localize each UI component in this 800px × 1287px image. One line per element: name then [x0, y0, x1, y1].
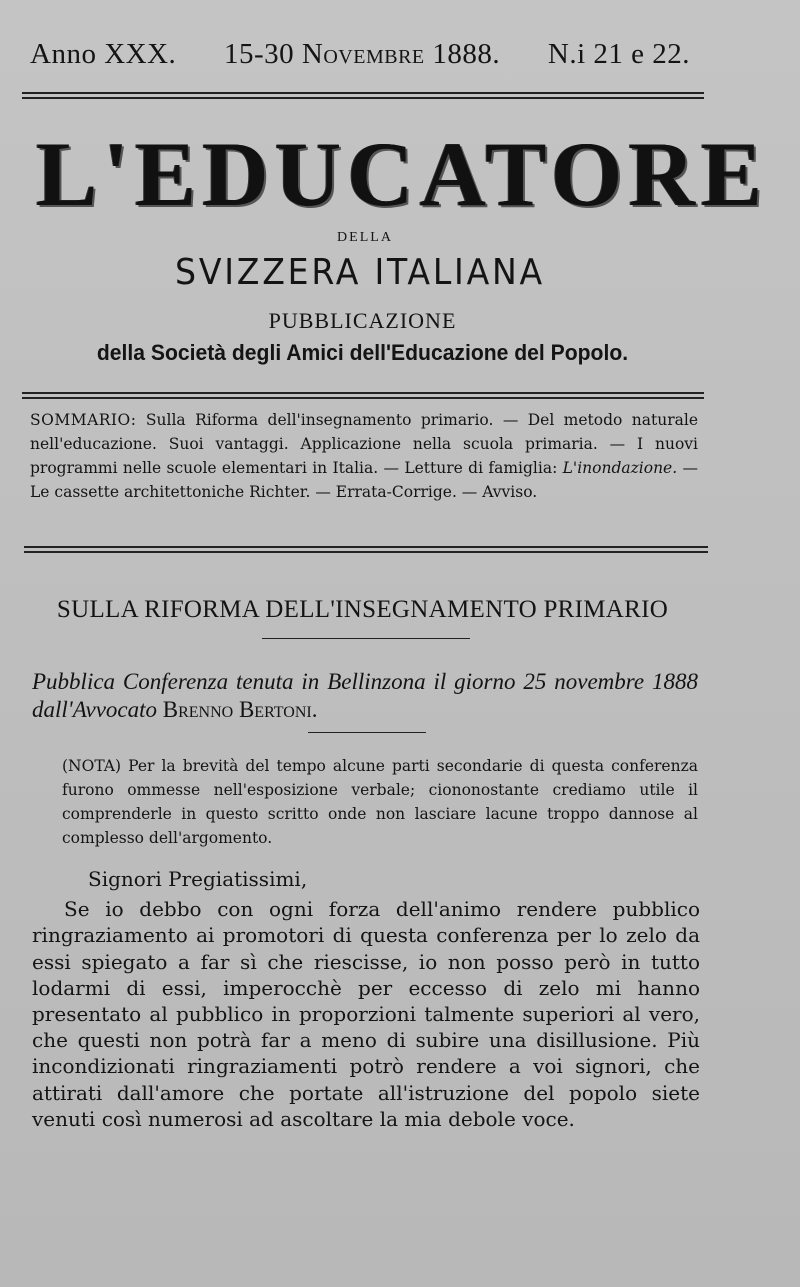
masthead-divider	[22, 392, 704, 399]
sommario-label: SOMMARIO:	[30, 411, 137, 429]
header-divider	[22, 92, 704, 99]
author-name: Brenno Bertoni.	[162, 697, 318, 722]
masthead-societa: della Società degli Amici dell'Educazione del Popolo.	[96, 340, 629, 365]
greeting: Signori Pregiatissimi,	[88, 867, 308, 891]
subtitle-rule	[308, 732, 426, 733]
article-subtitle: Pubblica Conferenza tenuta in Bellinzona il giorno 25 novembre 1888 dall'Avvocato Brenno Bertoni.	[32, 669, 698, 722]
sommario-divider	[24, 546, 708, 553]
issue-year: Anno XXX.	[30, 38, 177, 70]
masthead-pubblicazione: PUBBLICAZIONE	[268, 308, 457, 333]
sommario-text-end: — Le cassette architettoniche Richter. — Errata-Corrige. — Avviso.	[30, 459, 698, 501]
issue-date: 15-30 Novembre 1888.	[224, 38, 501, 70]
article-title: SULLA RIFORMA DELL'INSEGNAMENTO PRIMARIO	[56, 596, 669, 623]
nota-block	[32, 754, 698, 850]
masthead-della: DELLA	[337, 230, 393, 245]
sommario-italic-title: L'inondazione.	[562, 459, 678, 477]
sommario-text: Sulla Riforma dell'insegnamento primario. — Del metodo naturale nell'educazione. Suoi vantaggi. Applicazione nella scuola primaria. — I nuovi programmi nelle scuole elementari in Italia. — Letture di famiglia:	[30, 411, 698, 477]
body-paragraph: Se io debbo con ogni forza dell'animo rendere pubblico ringraziamento ai promotori di questa conferenza per lo zelo da essi spiegato a far sì che riescisse, io non posso però in tutto lodarmi di essi, imperocchè per eccesso di zelo mi hanno presentato al pubblico in proporzioni talmente superiori al vero, che questi non potrà far a meno di subire una disillusione. Più incondizionati ringraziamenti potrò rendere a voi signori, che attirati dall'amore che portate all'istruzione del popolo siete venuti così numerosi ad ascoltare la mia debole voce.	[32, 897, 700, 1131]
issue-header	[30, 38, 690, 71]
masthead-title: L'EDUCATORE	[36, 123, 769, 225]
nota-text: (NOTA) Per la brevità del tempo alcune parti secondarie di questa conferenza furono ommesse nell'esposizione verbale; ciononostante crediamo utile il comprenderle in questo scritto onde non lasciare lacune troppo dannose al complesso dell'argomento.	[62, 757, 698, 847]
masthead-subtitle: SVIZZERA ITALIANA	[175, 252, 545, 293]
issue-number: N.i 21 e 22.	[547, 38, 690, 70]
sommario-block	[30, 408, 698, 504]
title-rule	[262, 638, 470, 639]
article-body	[32, 866, 700, 1132]
